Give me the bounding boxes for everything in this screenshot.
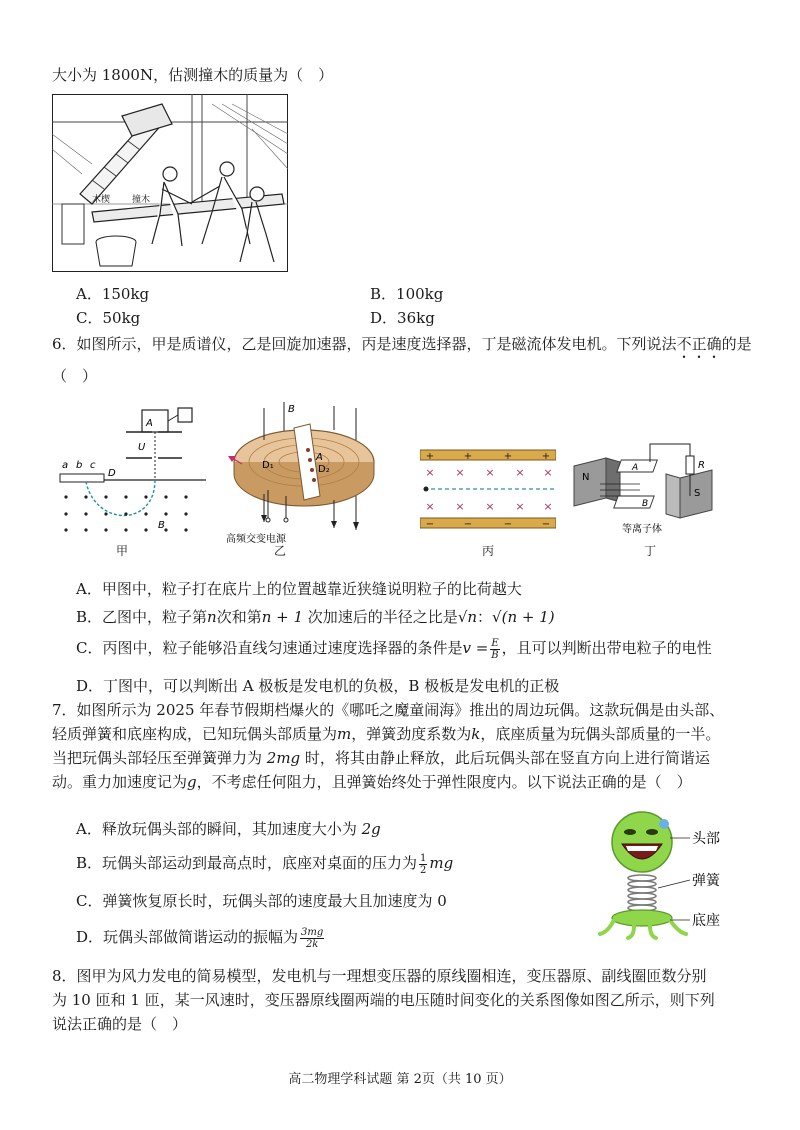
q6-b-n1: n + 1: [261, 608, 304, 626]
q6-option-d[interactable]: D．丁图中，可以判断出 A 极板是发电机的负极，B 极板是发电机的正极: [76, 677, 560, 695]
q7-stem-text: ，弹簧劲度系数为: [351, 725, 472, 743]
q7-stem-line2: [52, 723, 720, 745]
q7-b-num: 1: [420, 852, 427, 864]
q5-figure-battering-ram: [52, 94, 288, 272]
q6-b-mid: 次和第: [216, 608, 262, 626]
q6-b-pre: B．乙图中，粒子第: [76, 608, 208, 626]
q7-option-c[interactable]: C．弹簧恢复原长时，玩偶头部的速度最大且加速度为 0: [76, 892, 447, 910]
q6-c-den: B: [491, 649, 499, 661]
bing-cross: ×: [425, 466, 435, 479]
q7-stem-text: 时，将其由静止释放，此后玩偶头部在竖直方向上进行简谐运: [300, 749, 710, 767]
q7-stem-text: 动。重力加速度记为: [52, 773, 188, 791]
q6-stem-emphasis: 不正确: [676, 335, 722, 353]
jia-label-a: a: [62, 460, 69, 471]
bing-plus-3: +: [503, 451, 513, 462]
bing-minus-3: −: [503, 519, 513, 530]
ding-label-a: A: [632, 463, 639, 473]
bing-minus-1: −: [425, 519, 435, 530]
bing-cross: ×: [543, 500, 553, 513]
q7-b-den: 2: [420, 864, 427, 876]
q7-option-a[interactable]: [76, 818, 381, 840]
q6-figure-cyclotron: [224, 400, 384, 550]
q5-tail: 大小为 1800N，估测撞木的质量为（ ）: [52, 66, 334, 84]
yi-label-d2: D₂: [318, 464, 330, 475]
bing-cross: ×: [455, 500, 465, 513]
q8-stem-line3: 说法正确的是（ ）: [52, 1015, 188, 1033]
caption-ding: 丁: [643, 544, 656, 558]
q7-stem-text: 当把玩偶头部轻压至弹簧弹力为: [52, 749, 267, 767]
ding-plasma-label: 等离子体: [622, 524, 662, 535]
q7-a-value: 2g: [361, 820, 381, 838]
q7-var-k: k: [471, 725, 481, 743]
q8-stem-line2: 为 10 匝和 1 匝，某一风速时，变压器原线圈两端的电压随时间变化的关系图像如图乙所示，则下列: [52, 991, 715, 1009]
toy-label-spring: 弹簧: [692, 873, 720, 889]
bing-minus-4: −: [541, 519, 551, 530]
bing-cross: ×: [485, 466, 495, 479]
q6-figure-mhd-generator: [570, 436, 730, 536]
jia-label-b-field: B: [158, 520, 165, 531]
yi-label-d1: D₁: [262, 460, 274, 471]
bing-plus-2: +: [463, 451, 473, 462]
q7-b-fraction: [419, 853, 427, 876]
q6-figure-velocity-selector: [420, 448, 556, 532]
q7-var-m: m: [337, 725, 352, 743]
q6-b-colon: ：: [477, 608, 493, 626]
bing-cross: ×: [515, 466, 525, 479]
q7-d-text: D．玩偶头部做简谐运动的振幅为: [76, 928, 299, 946]
jia-label-a-plate: A: [146, 418, 153, 429]
q5-option-c[interactable]: C．50kg: [76, 309, 141, 327]
toy-label-head: 头部: [692, 831, 720, 847]
label-wedge: 木楔: [92, 195, 111, 205]
ding-label-n: N: [582, 472, 590, 483]
q6-option-c[interactable]: [76, 637, 712, 661]
q7-stem-text: ，不考虑任何阻力，且弹簧始终处于弹性限度内。以下说法正确的是（ ）: [196, 773, 692, 791]
yi-power-label: 高频交变电源: [226, 534, 286, 545]
q7-stem-text: ，底座质量为玩偶头部质量的一半。: [480, 725, 721, 743]
q7-d-num: 3mg: [301, 926, 324, 938]
ding-label-s: S: [694, 488, 701, 499]
q6-c-v: v =: [462, 639, 489, 657]
q7-d-den: 2k: [305, 938, 319, 950]
q7-stem-line3: [52, 747, 710, 769]
yi-label-a: A: [316, 452, 323, 463]
jia-label-u: U: [138, 442, 146, 453]
q6-b-root2: √(n + 1): [492, 608, 555, 626]
yi-label-b: B: [288, 404, 295, 415]
jia-label-b: b: [76, 460, 83, 471]
q7-stem-text: 轻质弹簧和底座构成，已知玩偶头部质量为: [52, 725, 338, 743]
q6-c-num: E: [491, 637, 499, 649]
bing-cross: ×: [455, 466, 465, 479]
q6-c-pre: C．丙图中，粒子能够沿直线匀速通过速度选择器的条件是: [76, 639, 463, 657]
q6-b-post: 次加速后的半径之比是: [303, 608, 458, 626]
q6-stem-part1: 6．如图所示，甲是质谱仪，乙是回旋加速器，丙是速度选择器，丁是磁流体发电机。下列说法: [52, 335, 677, 353]
caption-bing: 丙: [481, 544, 494, 558]
q7-b-mg: mg: [429, 854, 454, 872]
q6-b-n: n: [207, 608, 217, 626]
q7-stem-line1: 7．如图所示为 2025 年春节假期档爆火的《哪吒之魔童闹海》推出的周边玩偶。这款玩偶是由头部、: [52, 701, 725, 719]
caption-jia: 甲: [115, 544, 128, 558]
q6-option-b[interactable]: [76, 606, 555, 628]
q7-option-b[interactable]: [76, 852, 453, 876]
q6-stem: [52, 330, 752, 390]
bing-plus-4: +: [541, 451, 551, 462]
q7-a-text: A．释放玩偶头部的瞬间，其加速度大小为: [76, 820, 362, 838]
ding-label-b: B: [642, 499, 649, 509]
bing-cross: ×: [515, 500, 525, 513]
jia-label-d: D: [108, 468, 116, 479]
q7-option-d[interactable]: [76, 926, 326, 950]
q5-option-a[interactable]: A．150kg: [76, 285, 150, 303]
bing-cross: ×: [543, 466, 553, 479]
page-footer: 高二物理学科试题 第 2页（共 10 页）: [288, 1072, 512, 1087]
jia-label-c: c: [90, 460, 96, 471]
q6-c-post: ，且可以判断出带电粒子的电性: [501, 639, 712, 657]
bing-cross: ×: [425, 500, 435, 513]
q7-stem-line4: [52, 771, 692, 793]
q7-var-force: 2mg: [266, 749, 301, 767]
q7-b-text: B．玩偶头部运动到最高点时，底座对桌面的压力为: [76, 854, 418, 872]
q6-stem-part2: 的是（ ）: [52, 335, 752, 385]
q6-c-fraction: [490, 638, 499, 661]
q5-option-b[interactable]: B．100kg: [370, 285, 444, 303]
toy-label-base: 底座: [692, 913, 720, 929]
q6-figure-mass-spectrometer: [56, 402, 216, 542]
bing-plus-1: +: [425, 451, 435, 462]
q7-d-fraction: [300, 927, 324, 950]
q7-figure-spring-toy: [590, 808, 750, 944]
q7-var-g: g: [187, 773, 197, 791]
q8-stem-line1: 8．图甲为风力发电的简易模型，发电机与一理想变压器的原线圈相连，变压器原、副线圈匝数分别: [52, 967, 707, 985]
label-ram: 撞木: [132, 195, 151, 205]
bing-minus-2: −: [463, 519, 473, 530]
q5-option-d[interactable]: D．36kg: [370, 309, 435, 327]
bing-cross: ×: [485, 500, 495, 513]
q6-option-a[interactable]: A．甲图中，粒子打在底片上的位置越靠近狭缝说明粒子的比荷越大: [76, 580, 522, 598]
ding-label-r: R: [698, 460, 705, 471]
q6-b-root1: √n: [457, 608, 478, 626]
caption-yi: 乙: [273, 544, 286, 558]
